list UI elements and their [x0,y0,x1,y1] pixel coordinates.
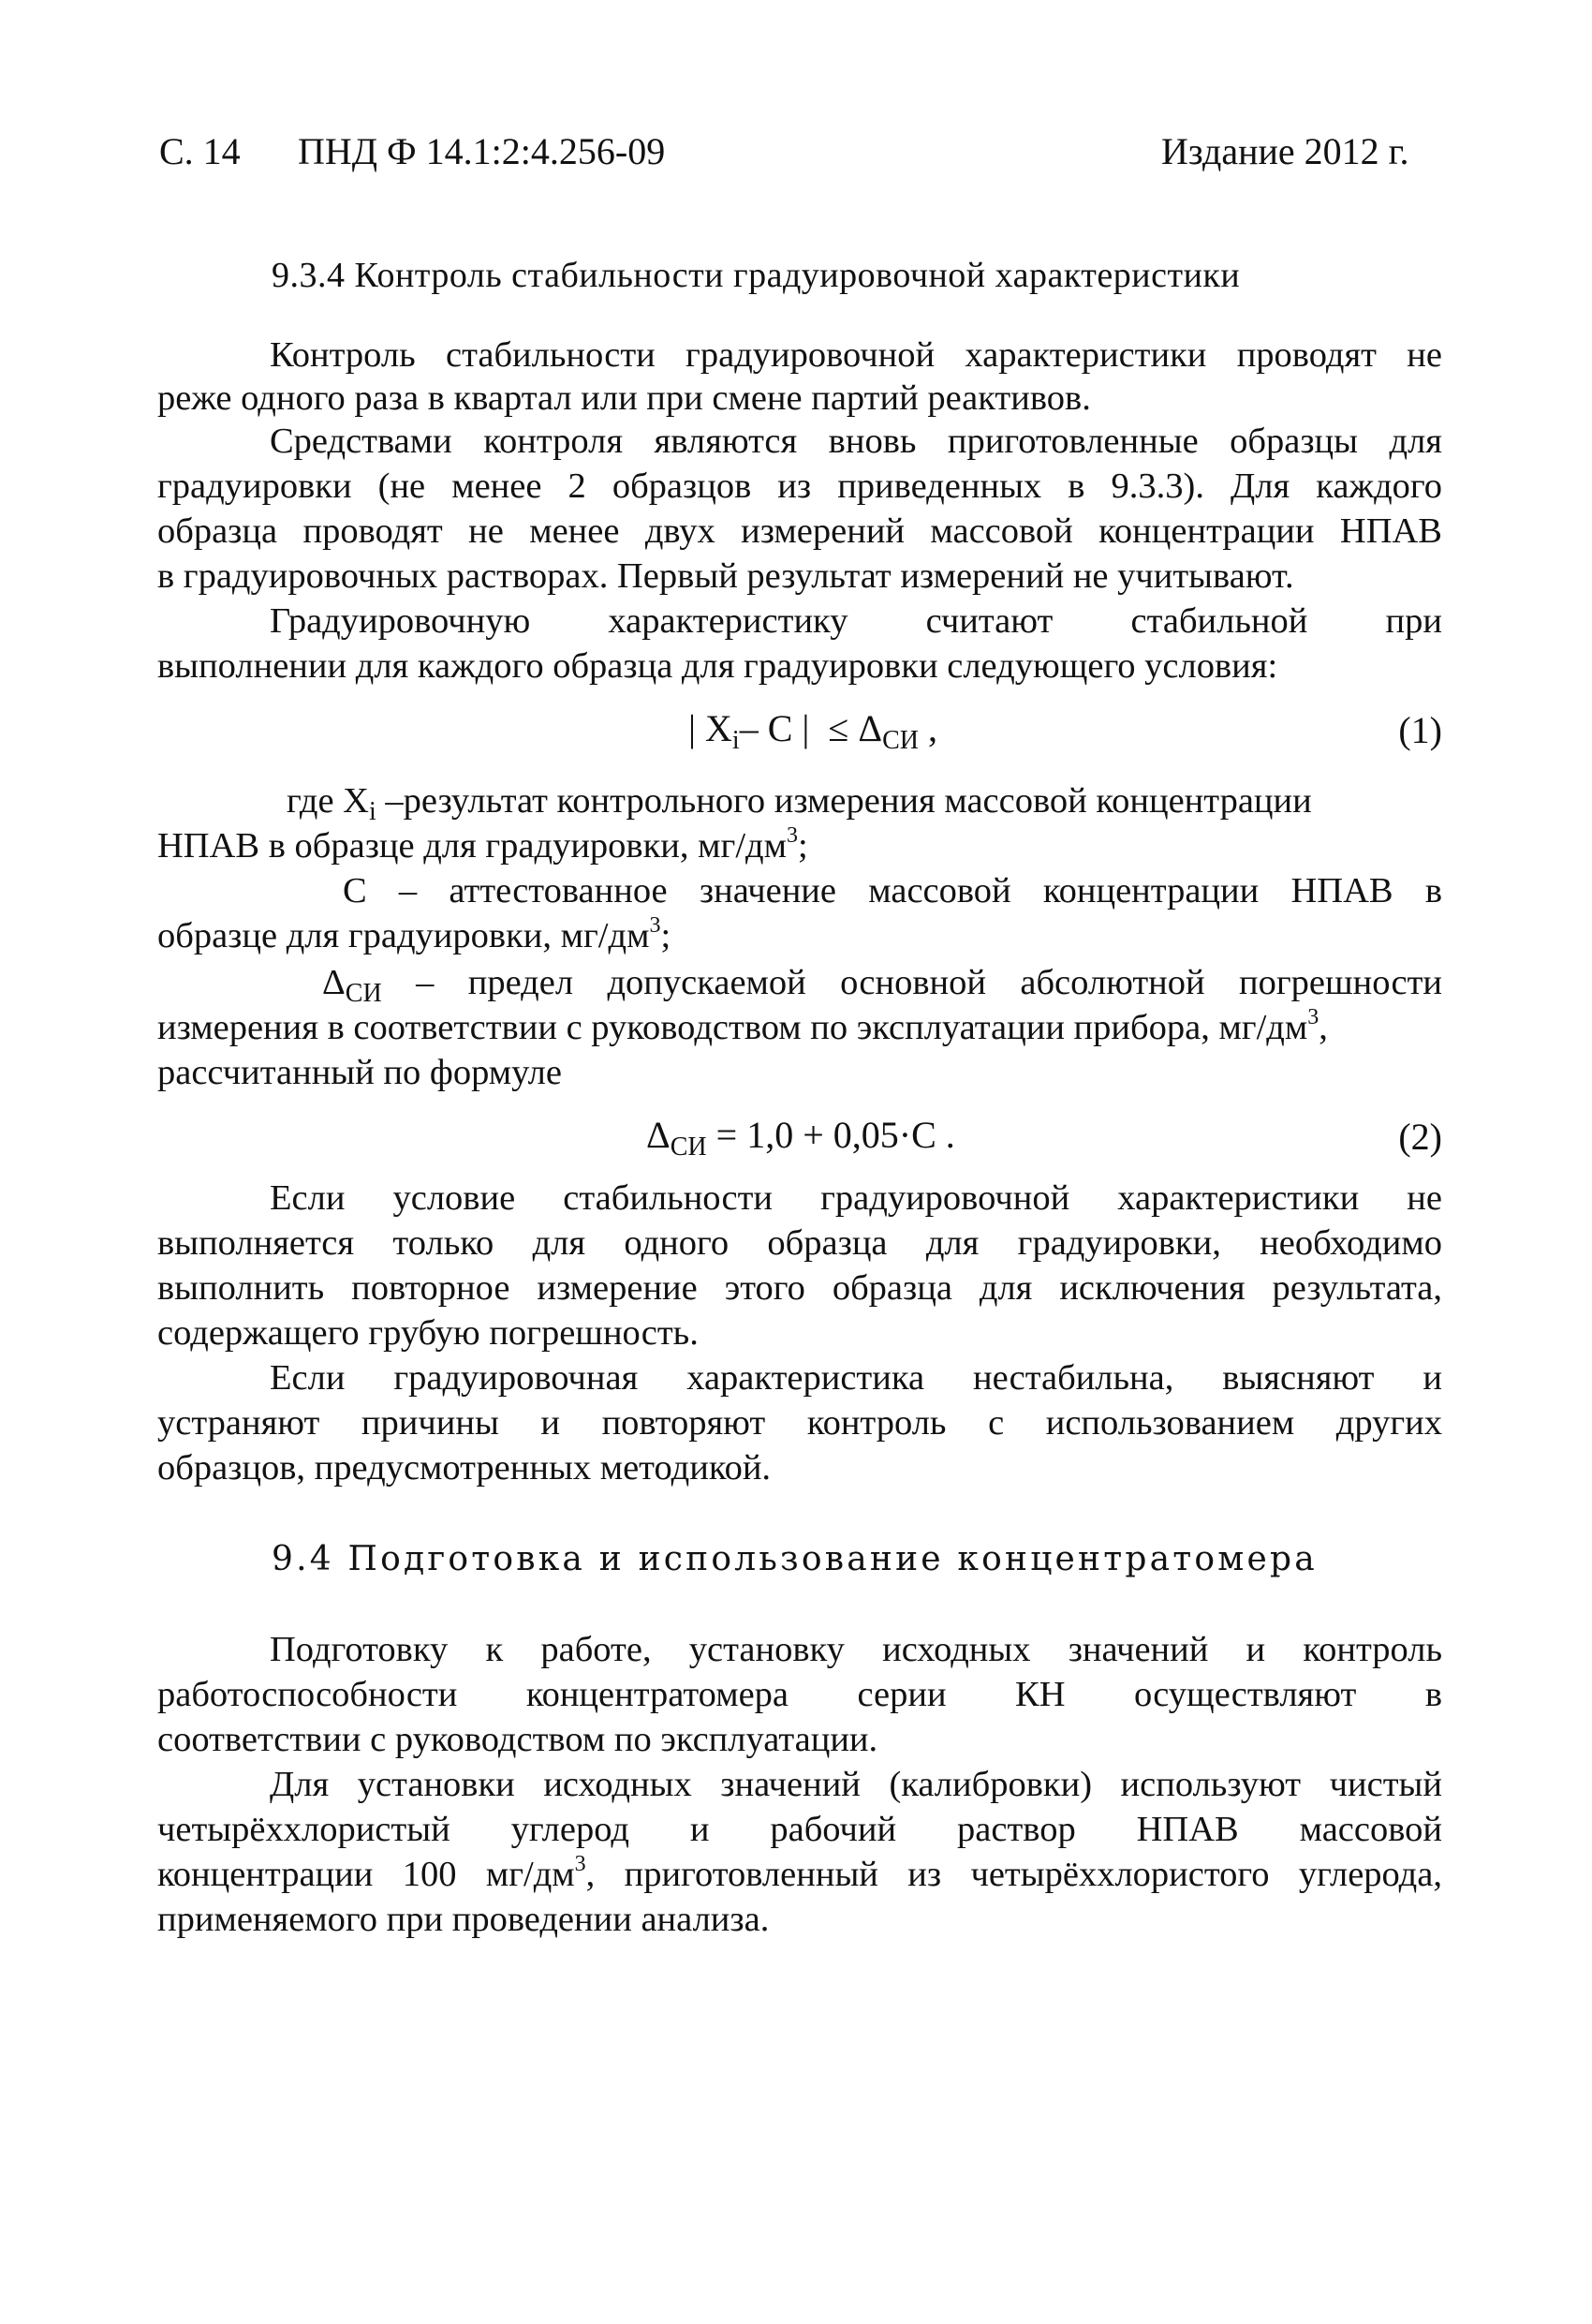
xi-lead: где X [287,781,369,821]
xi-line2-sup: 3 [786,823,798,848]
formula-minus-c: – C [739,707,793,749]
paragraph-line: реже одного раза в квартал или при смене партий реактивов. [157,378,1091,418]
section-title-9-3-4: 9.3.4 Контроль стабильности градуировочной характеристики [272,256,1241,295]
xi-rest: –результат контрольного измерения массовой концентрации [385,781,1312,821]
paragraph-line: Если градуировочная характеристика нестабильна, выясняют и [270,1358,1442,1398]
delta-rest: – предел допускаемой основной абсолютной погрешности [381,963,1442,1002]
xi-line2: НПАВ в образце для градуировки, мг/дм [157,826,787,866]
paragraph-line: образцов, предусмотренных методикой. [157,1448,772,1488]
d-line2-end: , [1319,1008,1328,1047]
delta-subscript: СИ [882,726,919,755]
formula-2 [646,1113,955,1162]
c-line2: образце для градуировки, мг/дм [157,916,650,955]
delta-symbol: Δ [322,963,346,1002]
paragraph-line: выполнить повторное измерение этого образца для исключения результата, [157,1268,1442,1308]
paragraph-line: градуировки (не менее 2 образцов из приведенных в 9.3.3). Для каждого [157,466,1442,506]
line6-sup: 3 [574,1852,586,1876]
definition-delta [322,961,1442,1008]
paragraph-line: Средствами контроля являются вновь приготовленные образцы для [270,422,1442,461]
paragraph-line: выполняется только для одного образца для градуировки, необходимо [157,1223,1442,1263]
section-title-9-4: 9.4 Подготовка и использование концентратомера [272,1540,1318,1578]
formula-1 [688,706,937,755]
definition-c-cont [157,914,1442,962]
paragraph-line: Если условие стабильности градуировочной характеристики не [270,1178,1442,1218]
formula-x-subscript: i [731,726,740,755]
c-line2-end: ; [660,916,671,955]
definition-c: С – аттестованное значение массовой концентрации НПАВ в [343,871,1442,910]
paragraph-line: работоспособности концентратомера серии КН осуществляют в [157,1675,1442,1714]
formula-x: X [705,707,732,749]
paragraph-line: содержащего грубую погрешность. [157,1313,699,1353]
paragraph-line: Для установки исходных значений (калибровки) используют чистый [270,1765,1442,1804]
abs-bar-left: | [688,707,697,749]
paragraph-line: применяемого при проведении анализа. [157,1900,770,1939]
c-line2-sup: 3 [649,913,661,938]
paragraph-line: выполнении для каждого образца для градуировки следующего условия: [157,646,1278,686]
delta-symbol: Δ [858,707,883,749]
edition-label: Издание 2012 г. [1161,130,1409,172]
d-line2: измерения в соответствии с руководством по эксплуатации прибора, мг/дм [157,1008,1308,1047]
paragraph-line: Градуировочную характеристику считают стабильной при [270,601,1442,641]
delta-subscript: СИ [670,1132,707,1162]
paragraph-line: в градуировочных растворах. Первый результат измерений не учитывают. [157,556,1294,596]
definition-delta-cont2: рассчитанный по формуле [157,1053,562,1092]
xi-subscript: i [368,797,376,826]
equation-number-2: (2) [1398,1116,1442,1158]
paragraph-line: четырёххлористый углерод и рабочий раствор НПАВ массовой [157,1810,1442,1849]
delta-subscript: СИ [345,979,382,1008]
paragraph-line [157,1853,1442,1901]
line6-b: , приготовленный из четырёххлористого углерода, [585,1855,1442,1894]
paragraph-line: Подготовку к работе, установку исходных значений и контроль [270,1630,1442,1669]
document-code: ПНД Ф 14.1:2:4.256-09 [298,130,666,172]
definition-xi [287,779,1442,826]
delta-symbol: Δ [646,1114,671,1156]
xi-line2-end: ; [797,826,808,866]
paragraph-line: устраняют причины и повторяют контроль с использованием других [157,1403,1442,1443]
abs-bar-right: | [802,707,810,749]
leq-sign: ≤ [828,707,849,749]
formula-comma: , [927,707,937,749]
paragraph-line: образца проводят не менее двух измерений массовой концентрации НПАВ [157,511,1442,551]
page-number: С. 14 [159,130,241,172]
formula-2-rest: = 1,0 + 0,05·C . [706,1114,955,1156]
equation-number-1: (1) [1398,709,1442,751]
paragraph-line: соответствии с руководством по эксплуатации. [157,1720,878,1759]
d-line2-sup: 3 [1307,1005,1319,1029]
line6-a: концентрации 100 мг/дм [157,1855,575,1894]
definition-delta-cont [157,1006,1442,1054]
definition-xi-cont [157,824,1442,872]
paragraph-line: Контроль стабильности градуировочной характеристики проводят не [270,335,1442,375]
